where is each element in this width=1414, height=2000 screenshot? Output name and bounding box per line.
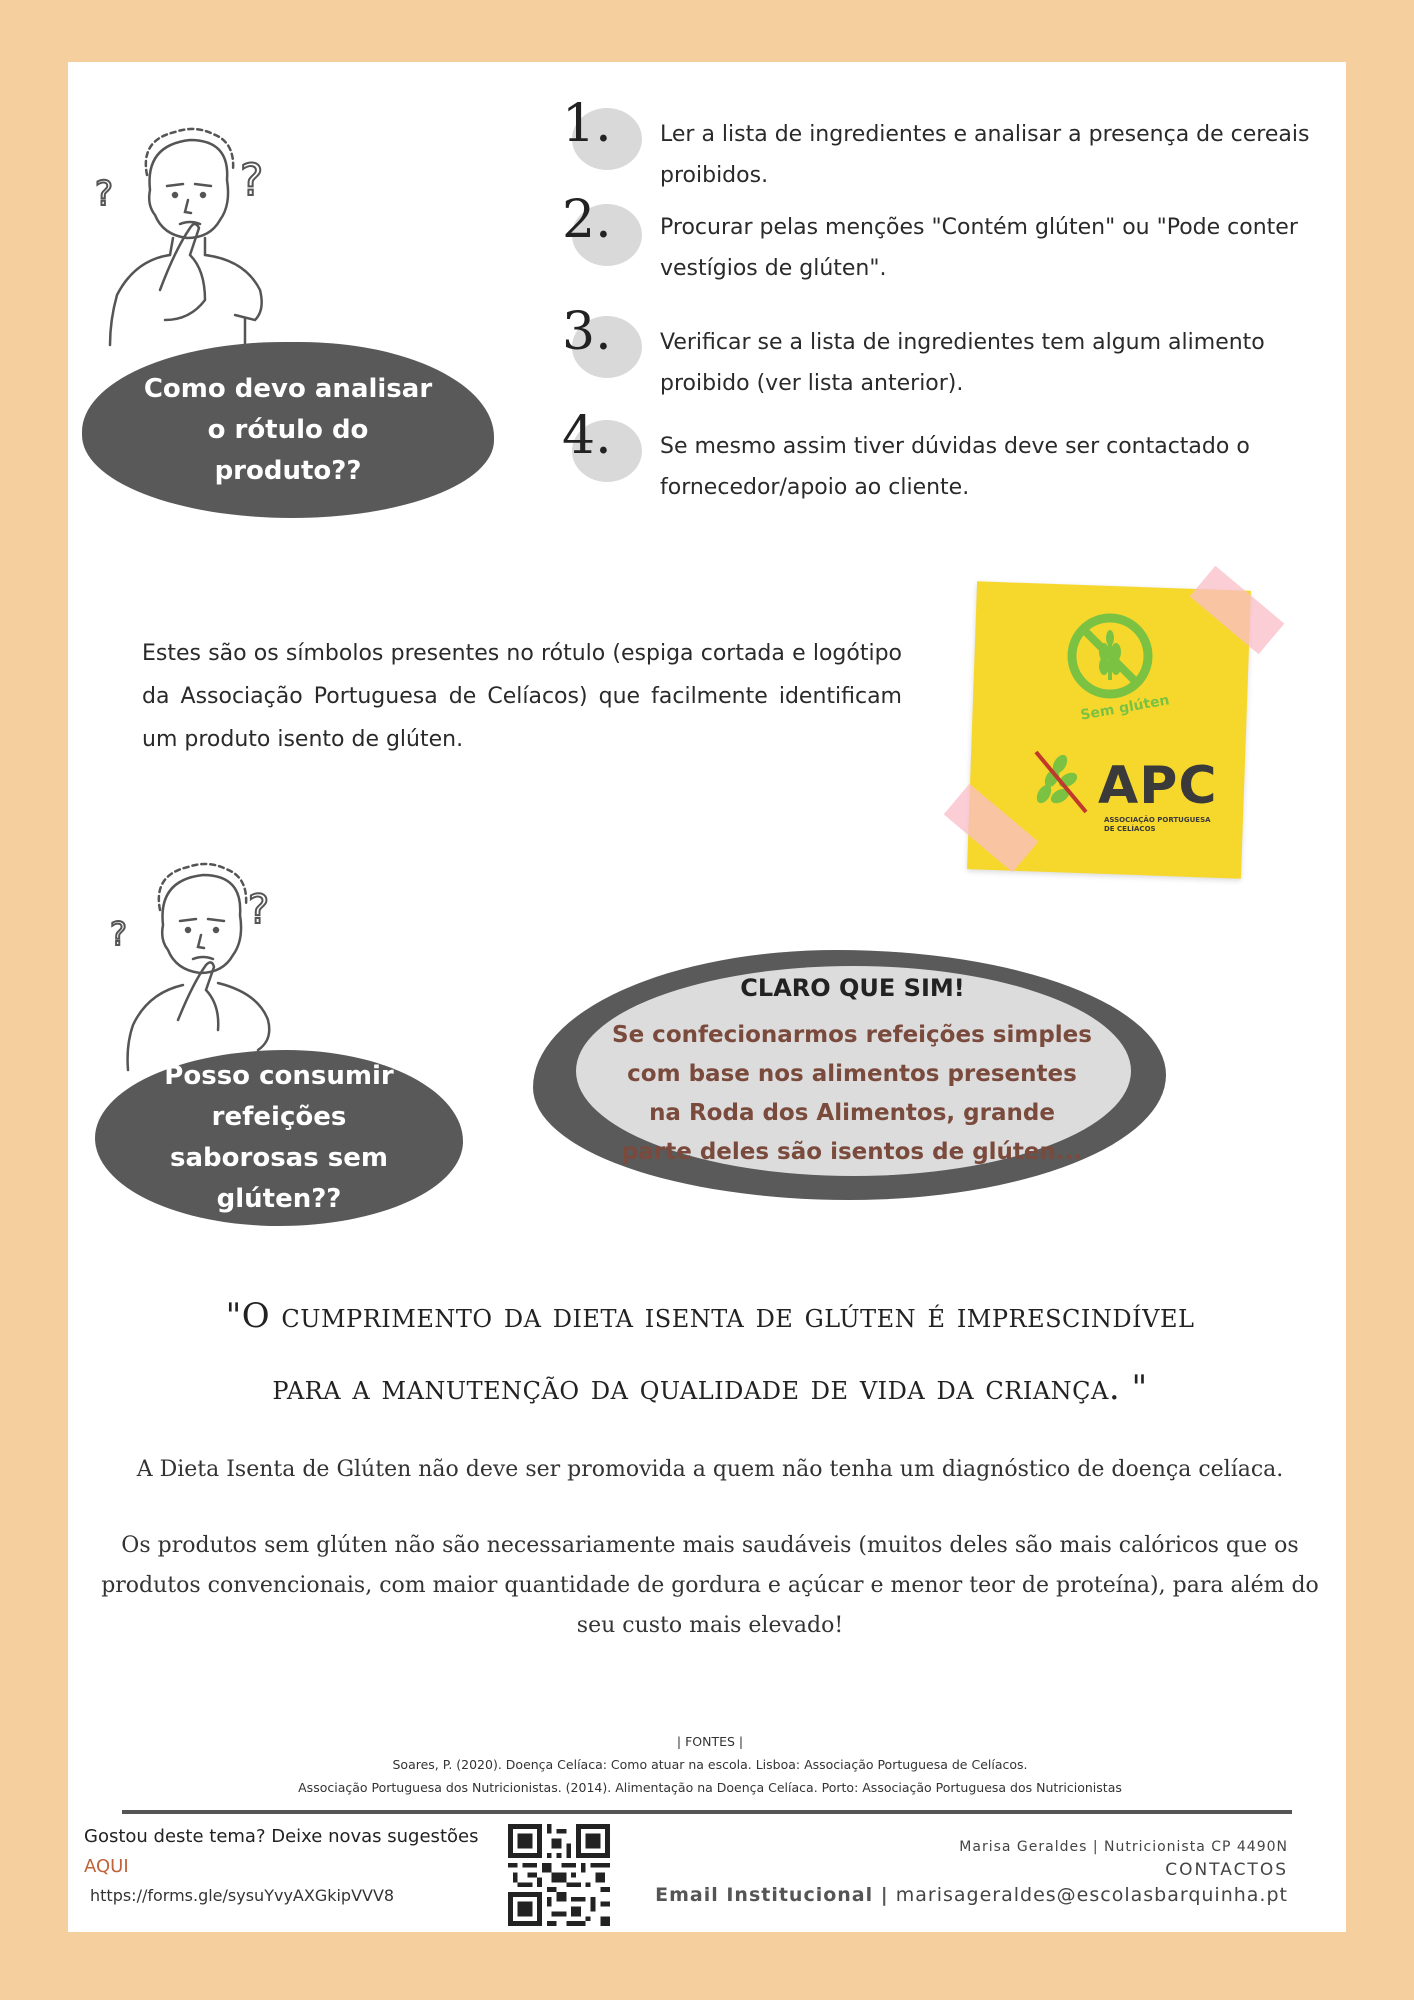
feedback-link[interactable]: AQUI: [84, 1856, 129, 1877]
step-text-3: Verificar se a lista de ingredientes tem algum alimento proibido (ver lista anterior).: [660, 330, 1265, 396]
question-text: Como devo analisar o rótulo do produto??: [143, 373, 433, 486]
email-address[interactable]: marisageraldes@escolasbarquinha.pt: [895, 1884, 1288, 1906]
question-bubble-label-analysis: [82, 342, 494, 518]
step-text-4: Se mesmo assim tiver dúvidas deve ser contactado o fornecedor/apoio ao cliente.: [660, 434, 1250, 500]
thinking-person-illustration-2: [108, 855, 308, 1075]
footer-divider: [122, 1810, 1292, 1814]
step-number-2: 2.: [562, 198, 642, 266]
svg-text:?: ?: [110, 915, 127, 953]
step-text-2: Procurar pelas menções "Contém glúten" ou "Pode conter vestígios de glúten".: [660, 215, 1298, 281]
svg-text:?: ?: [240, 155, 264, 206]
source-line-1: Soares, P. (2020). Doença Celíaca: Como atuar na escola. Lisboa: Associação Portuguesa de Celíacos.: [392, 1757, 1028, 1772]
symbols-paragraph: Estes são os símbolos presentes no rótulo (espiga cortada e logótipo da Associação Portuguesa de Celíacos) que facilmente identificam um produto isento de glúten.: [142, 641, 902, 752]
email-line: [655, 1884, 1288, 1906]
note-products: Os produtos sem glúten não são necessariamente mais saudáveis (muitos deles são mais calóricos que os produtos convencionais, com maior quantidade de gordura e açúcar e menor teor de proteína), para além do seu custo mais elevado!: [101, 1533, 1319, 1638]
source-line-2: Associação Portuguesa dos Nutricionistas. (2014). Alimentação na Doença Celíaca. Porto: Associação Portuguesa dos Nutricionistas: [298, 1780, 1122, 1795]
seal-caption: Sem glúten: [1079, 692, 1171, 724]
thinking-person-illustration: [95, 120, 295, 350]
question-text-2: Posso consumir refeições saborosas sem glúten??: [164, 1061, 394, 1214]
answer-body: Se confecionarmos refeições simples com base nos alimentos presentes na Roda dos Alimentos, grande parte deles são isentos de glúten...: [612, 1022, 1092, 1165]
svg-text:?: ?: [95, 174, 114, 214]
note-diagnosis: A Dieta Isenta de Glúten não deve ser promovida a quem não tenha um diagnóstico de doença celíaca.: [136, 1457, 1284, 1482]
step-number-4: 4.: [562, 414, 642, 482]
feedback-prompt: Gostou deste tema? Deixe novas sugestões: [84, 1826, 479, 1847]
step-number-3: 3.: [562, 310, 642, 378]
author-credit: Marisa Geraldes | Nutricionista CP 4490N: [959, 1839, 1288, 1855]
apc-subtitle-2: DE CELÍACOS: [1104, 825, 1156, 833]
apc-wheat-logo-icon: [1030, 750, 1090, 820]
step-text-1: Ler a lista de ingredientes e analisar a presença de cereais proibidos.: [660, 122, 1310, 188]
question-bubble-gluten-free-meals: [95, 1050, 463, 1226]
step-number-1: 1.: [562, 102, 642, 170]
svg-text:?: ?: [248, 887, 270, 933]
quote: "O cumprimento da dieta isenta de glúten é imprescindível para a manutenção da qualidade de vida da criança. ": [225, 1296, 1195, 1408]
answer-title: CLARO QUE SIM!: [740, 974, 965, 1002]
feedback-url[interactable]: https://forms.gle/sysuYvyAXGkipVVV8: [90, 1886, 395, 1905]
sticky-note: [960, 580, 1260, 880]
apc-subtitle-1: ASSOCIAÇÃO PORTUGUESA: [1104, 816, 1211, 824]
apc-logo-text: APC: [1098, 756, 1218, 816]
email-label: Email Institucional |: [655, 1884, 889, 1906]
sources-header: | FONTES |: [676, 1734, 744, 1749]
qr-code-icon[interactable]: [508, 1824, 610, 1926]
contacts-heading: CONTACTOS: [1165, 1860, 1288, 1880]
